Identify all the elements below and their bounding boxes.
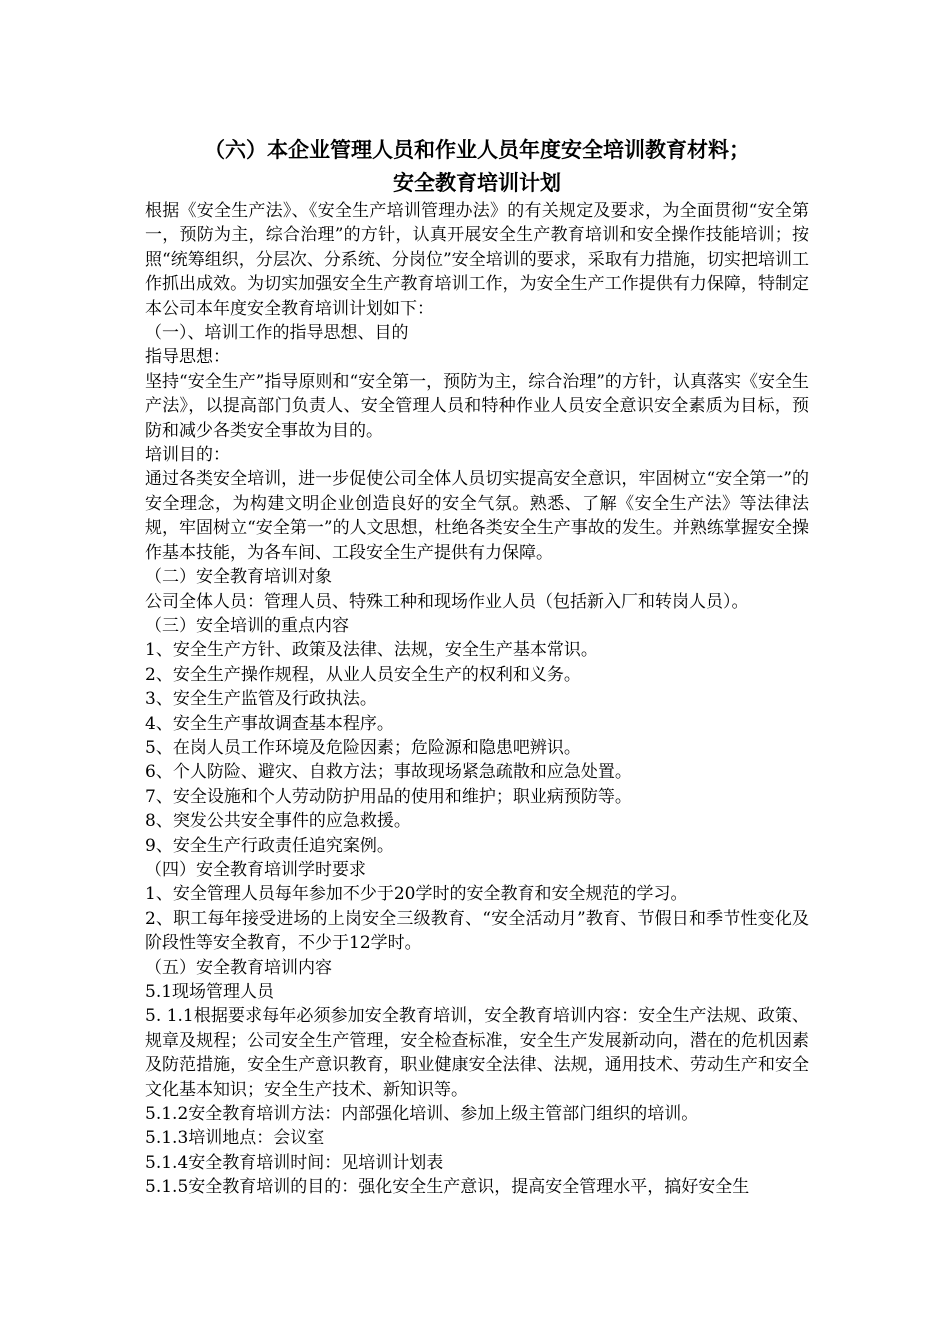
document-title: （六）本企业管理人员和作业人员年度安全培训教育材料； <box>204 138 750 162</box>
list-item: 8、突发公共安全事件的应急救援。 <box>145 811 411 832</box>
clause-5-1-3: 5.1.3培训地点：会议室 <box>145 1128 325 1149</box>
section-heading-2: （二）安全教育培训对象 <box>145 567 332 588</box>
section-heading-5: （五）安全教育培训内容 <box>145 957 332 978</box>
training-purpose-paragraph: 通过各类安全培训，进一步促使公司全体人员切实提高安全意识，牢固树立“安全第一”的安全理念，为构建文明企业创造良好的安全气氛。熟悉、了解《安全生产法》等法律法规，牢固树立“安全第一”的人文思想，杜绝各类安全生产事故的发生。并熟练掌握安全操作基本技能，为各车间、工段安全生产提供有力保障。 <box>145 469 809 563</box>
clause-5-1-1: 5. 1.1根据要求每年必须参加安全教育培训，安全教育培训内容：安全生产法规、政策、规章及规程；公司安全生产管理，安全检查标准，安全生产发展新动向，潜在的危机因素及防范措施，安全生产意识教育，职业健康安全法律、法规，通用技术、劳动生产和安全文化基本知识；安全生产技术、新知识等。 <box>145 1006 809 1100</box>
section-heading-3: （三）安全培训的重点内容 <box>145 615 349 636</box>
list-item: 9、安全生产行政责任追究案例。 <box>145 835 394 856</box>
list-item: 7、安全设施和个人劳动防护用品的使用和维护；职业病预防等。 <box>145 786 632 807</box>
clause-5-1-2: 5.1.2安全教育培训方法：内部强化培训、参加上级主管部门组织的培训。 <box>145 1104 699 1125</box>
guiding-thought-paragraph: 坚持“安全生产”指导原则和“安全第一，预防为主，综合治理”的方针，认真落实《安全生产法》，以提高部门负责人、安全管理人员和特种作业人员安全意识安全素质为目标，预防和减少各类安全事故为目的。 <box>145 371 809 441</box>
list-item: 6、个人防险、避灾、自救方法；事故现场紧急疏散和应急处置。 <box>145 762 632 783</box>
section-heading-1: （一）、培训工作的指导思想、目的 <box>145 323 409 344</box>
intro-paragraph: 根据《安全生产法》、《安全生产培训管理办法》的有关规定及要求，为全面贯彻“安全第一，预防为主，综合治理”的方针，认真开展安全生产教育培训和安全操作技能培训；按照“统筹组织，分层次、分系统、分岗位”安全培训的要求，采取有力措施，切实把培训工作抓出成效。为切实加强安全生产教育培训工作，为安全生产工作提供有力保障，特制定本公司本年度安全教育培训计划如下： <box>145 201 809 319</box>
document-subtitle: 安全教育培训计划 <box>393 171 561 195</box>
subsection-heading-5-1: 5.1现场管理人员 <box>145 982 275 1002</box>
list-item: 2、安全生产操作规程，从业人员安全生产的权利和义务。 <box>145 664 581 685</box>
section-heading-4: （四）安全教育培训学时要求 <box>145 859 366 880</box>
guiding-thought-label: 指导思想： <box>145 347 230 368</box>
training-purpose-label: 培训目的： <box>145 445 230 466</box>
document-body <box>145 133 809 1200</box>
hours-requirement-1: 1、安全管理人员每年参加不少于20学时的安全教育和安全规范的学习。 <box>145 884 688 905</box>
list-item: 1、安全生产方针、政策及法律、法规，安全生产基本常识。 <box>145 640 598 661</box>
hours-requirement-2: 2、职工每年接受进场的上岗安全三级教育、“安全活动月”教育、节假日和季节性变化及阶段性等安全教育，不少于12学时。 <box>145 908 809 954</box>
list-item: 3、安全生产监管及行政执法。 <box>145 689 377 710</box>
clause-5-1-4: 5.1.4安全教育培训时间：见培训计划表 <box>145 1152 444 1173</box>
list-item: 5、在岗人员工作环境及危险因素；危险源和隐患吧辨识。 <box>145 737 581 758</box>
training-targets-paragraph: 公司全体人员：管理人员、特殊工种和现场作业人员（包括新入厂和转岗人员）。 <box>145 591 749 612</box>
clause-5-1-5: 5.1.5安全教育培训的目的：强化安全生产意识，提高安全管理水平，搞好安全生 <box>145 1177 750 1198</box>
list-item: 4、安全生产事故调查基本程序。 <box>145 713 394 734</box>
